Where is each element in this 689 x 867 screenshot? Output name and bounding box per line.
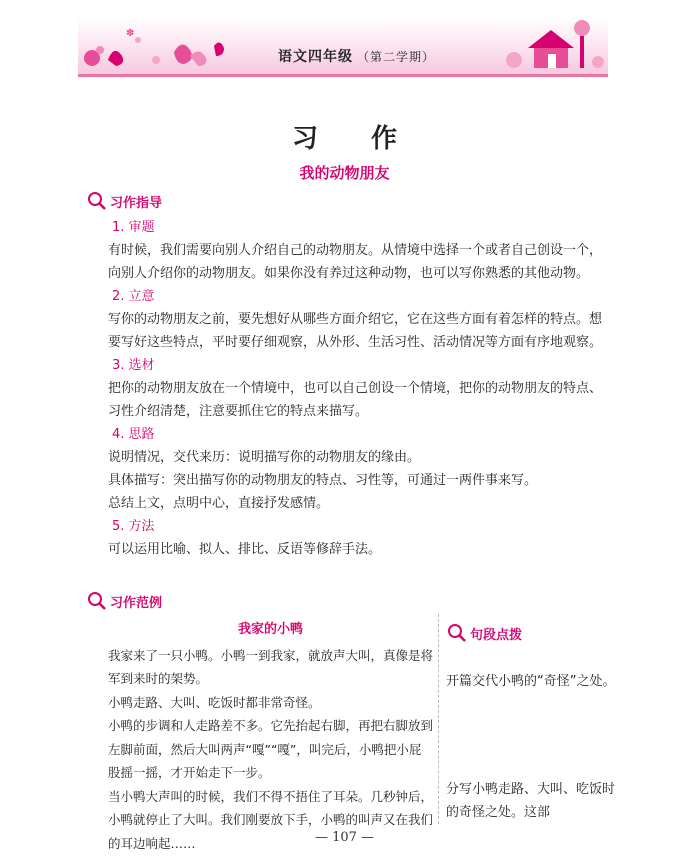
header-grade: 语文四年级 bbox=[278, 49, 353, 65]
guide-item-title: 1. 审题 bbox=[112, 220, 155, 235]
guide-heading bbox=[86, 190, 162, 212]
example-heading bbox=[86, 590, 162, 612]
guide-item-title: 3. 选材 bbox=[112, 358, 155, 373]
column-divider bbox=[438, 614, 440, 824]
comment-note: 分写小鸭走路、大叫、吃饭时的奇怪之处。这部 bbox=[446, 782, 616, 820]
lesson-subtitle: 我的动物朋友 bbox=[299, 164, 390, 182]
example-essay bbox=[108, 618, 433, 855]
guide-item-title: 2. 立意 bbox=[112, 289, 155, 304]
guide-item-text: 说明情况，交代来历：说明描写你的动物朋友的缘由。 bbox=[108, 450, 421, 465]
guide-item-title: 4. 思路 bbox=[112, 427, 155, 442]
page-title: 习 作 bbox=[291, 124, 420, 154]
example-heading-label: 习作范例 bbox=[110, 595, 163, 611]
magnifier-icon bbox=[446, 622, 468, 644]
guide-section bbox=[108, 216, 608, 561]
header-term: （第二学期） bbox=[357, 50, 436, 64]
essay-paragraph: 我家来了一只小鸭。小鸭一到我家，就放声大叫，真像是将军到来时的架势。 bbox=[108, 647, 434, 686]
page-number: — 107 — bbox=[314, 830, 375, 845]
essay-paragraph: 小鸭的步调和人走路差不多。它先抬起右脚，再把右脚放到左脚前面，然后大叫两声“嘎”“嘎”，叫完后，小鸭把小屁股摇一摇，才开始走下一步。 bbox=[108, 718, 434, 780]
guide-heading-label: 习作指导 bbox=[110, 195, 163, 211]
essay-paragraph: 小鸭走路、大叫、吃饭时都非常奇怪。 bbox=[108, 694, 321, 710]
header-title bbox=[278, 46, 435, 66]
magnifier-icon bbox=[86, 190, 108, 212]
guide-item-text: 写你的动物朋友之前，要先想好从哪些方面介绍它，它在这些方面有着怎样的特点。想要写好这些特点，平时要仔细观察，从外形、生活习性、活动情况等方面有序地观察。 bbox=[108, 312, 603, 350]
magnifier-icon bbox=[86, 590, 108, 612]
essay-paragraph: 当小鸭大声叫的时候，我们不得不捂住了耳朵。几秒钟后，小鸭就停止了大叫。我们刚要放下手，小鸭的叫声又在我们的耳边响起…… bbox=[108, 788, 434, 851]
guide-item-text: 总结上文，点明中心，直接抒发感情。 bbox=[108, 496, 330, 511]
guide-item-title: 5. 方法 bbox=[112, 519, 155, 534]
comment-heading bbox=[446, 622, 522, 644]
guide-item-text: 有时候，我们需要向别人介绍自己的动物朋友。从情境中选择一个或者自己创设一个，向别人介绍你的动物朋友。如果你没有养过这种动物，也可以写你熟悉的其他动物。 bbox=[108, 243, 603, 281]
svg-text:✽: ✽ bbox=[126, 28, 135, 39]
comment-note: 开篇交代小鸭的“奇怪”之处。 bbox=[446, 674, 616, 689]
guide-item-text: 把你的动物朋友放在一个情境中，也可以自己创设一个情境，把你的动物朋友的特点、习性介绍清楚，注意要抓住它的特点来描写。 bbox=[108, 381, 603, 419]
comment-heading-label: 句段点拨 bbox=[470, 627, 523, 643]
guide-item-text: 具体描写：突出描写你的动物朋友的特点、习性等，可通过一两件事来写。 bbox=[108, 473, 538, 488]
essay-title: 我家的小鸭 bbox=[237, 622, 303, 637]
header-banner bbox=[78, 16, 608, 77]
house-decoration-icon bbox=[498, 16, 608, 74]
butterfly-decoration-icon bbox=[78, 16, 228, 74]
guide-item-text: 可以运用比喻、拟人、排比、反语等修辞手法。 bbox=[108, 542, 382, 557]
